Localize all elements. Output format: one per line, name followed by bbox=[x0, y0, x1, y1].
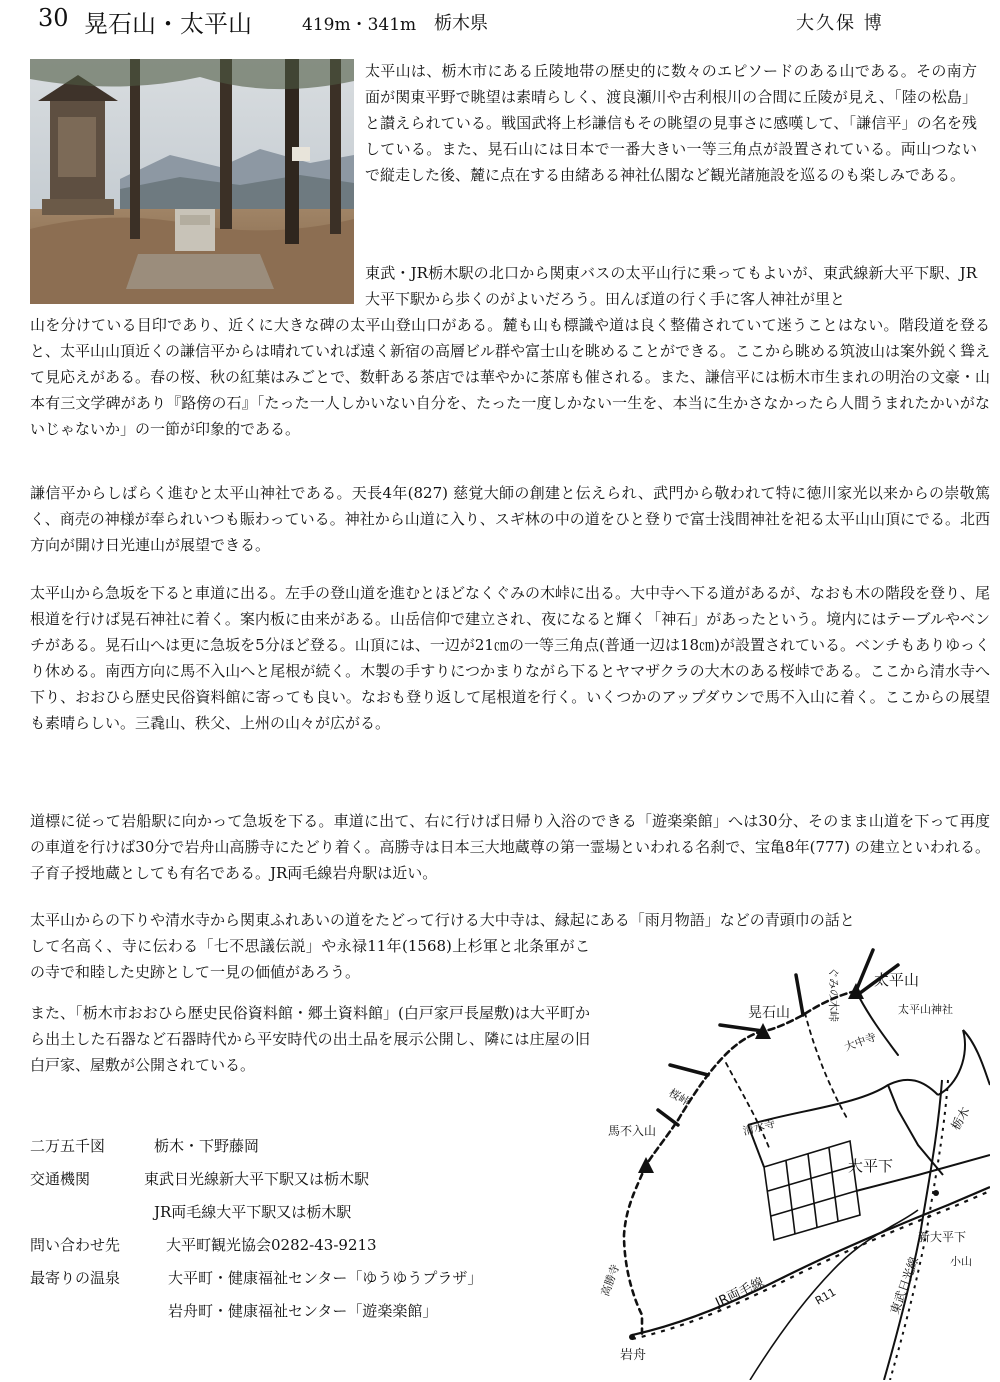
summit-photo bbox=[30, 59, 354, 304]
town-grid bbox=[764, 1141, 860, 1240]
info-value-transport-1: 東武日光線新大平下駅又は栃木駅 bbox=[144, 1170, 370, 1188]
paragraph-daichuji-start: 太平山からの下りや清水寺から関東ふれあいの道をたどって行ける大中寺は、縁起にある「雨月物語」などの青頭巾の話と bbox=[30, 911, 855, 929]
label-koyama: 小山 bbox=[950, 1255, 972, 1268]
label-tobu-line: 東武日光線 bbox=[887, 1254, 922, 1317]
paragraph-access-start: 東武・JR栃木駅の北口から関東バスの太平山行に乗ってもよいが、東武線新大平下駅、JR大平下駅から歩くのがよいだろう。田んぼ道の行く手に客人神社が里と bbox=[365, 264, 977, 308]
info-value-contact: 大平町観光協会0282-43-9213 bbox=[166, 1236, 377, 1254]
paragraph-museum: また、「栃木市おおひら歴史民俗資料館・郷土資料館」(白戸家戸長屋敷)は大平町から出土した石器など石器時代から平安時代の出土品を展示公開し、隣には庄屋の旧白戸家、屋敷が公開されている。 bbox=[30, 1004, 590, 1074]
label-kosho: 高勝寺 bbox=[598, 1262, 623, 1299]
page-header bbox=[0, 0, 1000, 40]
label-taiheisan: 太平山 bbox=[874, 971, 920, 989]
paragraph-descent: 道標に従って岩船駅に向かって急坂を下る。車道に出て、右に行けば日帰り入浴のできる「遊楽楽館」へは30分、そのまま山道を下って再度の車道を行けば30分で岩舟山高勝寺にたどり着く。高勝寺は日本三大地蔵尊の第一霊場といわれる名刹で、宝亀8年(777) の建立といわれる。子育子授地蔵としても有名である。JR両毛線岩舟駅は近い。 bbox=[30, 812, 990, 882]
label-r11: R11 bbox=[813, 1285, 839, 1308]
info-value-onsen-2: 岩舟町・健康福祉センター「遊楽楽館」 bbox=[168, 1302, 438, 1320]
paragraph-access-cont: 山を分けている目印であり、近くに大きな碑の太平山登山口がある。麓も山も標識や道は良く整備されていて迷うことはない。階段道を登ると、太平山山頂近くの謙信平からは晴れていれば遠く新宿の高層ビル群や富士山を眺めることができる。ここから眺める筑波山は案外鋭く聳えて見応えがある。春の桜、秋の紅葉はみごとで、数軒ある茶店では華やかに茶席も催される。また、謙信平には栃木市生まれの明治の文豪・山本有三文学碑があり『路傍の石』「たった一人しかいない自分を、たった一度しかない一生を、本当に生かさなかったら人間うまれたかいがないじゃないか」の一節が印象的である。 bbox=[30, 316, 991, 438]
route-map bbox=[598, 935, 990, 1380]
info-value-map: 栃木・下野藤岡 bbox=[154, 1137, 260, 1155]
page-title: 晃石山・太平山 bbox=[84, 10, 252, 38]
label-akaishi: 晃石山 bbox=[748, 1005, 790, 1021]
info-value-transport-2: JR両毛線大平下駅又は栃木駅 bbox=[154, 1203, 352, 1221]
label-daichuji: 大中寺 bbox=[842, 1030, 879, 1054]
label-tochigi: 栃木 bbox=[948, 1104, 973, 1133]
author-name: 大久保 博 bbox=[796, 13, 884, 34]
station-iwafune-marker bbox=[629, 1334, 635, 1340]
paragraph-shrine: 謙信平からしばらく進むと太平山神社である。天長4年(827) 慈覚大師の創建と伝えられ、武門から敬われて特に徳川家光以来からの崇敬篤く、商売の神様が奉られいつも賑わっている。神社から山道に入り、スギ林の中の道をひと登りで富士浅間神社を祀る太平山山頂にでる。北西方向が開け日光連山が展望できる。 bbox=[30, 484, 990, 554]
label-jr-line: JR両毛線 bbox=[713, 1275, 767, 1311]
info-label-onsen: 最寄りの温泉 bbox=[30, 1269, 121, 1287]
course-number: 30 bbox=[38, 4, 69, 32]
info-label-map: 二万五千図 bbox=[30, 1137, 106, 1155]
prefecture: 栃木県 bbox=[434, 13, 488, 34]
label-iwafune: 岩舟 bbox=[620, 1348, 647, 1363]
paragraph-intro: 太平山は、栃木市にある丘陵地帯の歴史的に数々のエピソードのある山である。その南方面が関東平野で眺望は素晴らしく、渡良瀬川や古利根川の合間に丘陵が見え、「陸の松島」と讃えられている。戦国武将上杉謙信もその眺望の見事さに感嘆して、「謙信平」の名を残している。また、晃石山には日本で一番大きい一等三角点が設置されている。両山つないで縦走した後、麓に点在する由緒ある神社仏閣など観光諸施設を巡るのも楽しみである。 bbox=[365, 62, 977, 184]
label-shimizu: 清水寺 bbox=[741, 1116, 777, 1138]
info-label-transport: 交通機関 bbox=[30, 1170, 91, 1188]
peak-mairazu bbox=[638, 1157, 654, 1173]
label-shin-ohirashita: 新大平下 bbox=[918, 1230, 967, 1244]
paragraph-ridge: 太平山から急坂を下ると車道に出る。左手の登山道を進むとほどなくぐみの木峠に出る。大中寺へ下る道があるが、なおも木の階段を登り、尾根道を行けば晃石神社に着く。案内板に由来がある。山岳信仰で建立され、夜になると輝く「神石」があったという。境内にはテーブルやベンチがある。晃石山へは更に急坂を5分ほど登る。山頂には、一辺が21㎝の一等三角点(普通一辺は18㎝)が設置されている。ベンチもありゆっくり休める。南西方向に馬不入山へと尾根が続く。木製の手すりにつかまりながら下るとヤマザクラの大木のある桜峠である。ここから清水寺へ下り、おおひら歴史民俗資料館に寄っても良い。なおも登り返して尾根道を行く。いくつかのアップダウンで馬不入山に着く。ここからの展望も素晴らしい。三毳山、秩父、上州の山々が広がる。 bbox=[30, 584, 991, 732]
label-taiheisan-shrine: 太平山神社 bbox=[898, 1003, 953, 1016]
jr-line bbox=[632, 1187, 990, 1339]
info-value-onsen-1: 大平町・健康福祉センター「ゆうゆうプラザ」 bbox=[168, 1269, 483, 1287]
altitude: 419m・341m bbox=[302, 15, 417, 35]
label-mairazu: 馬不入山 bbox=[608, 1124, 657, 1138]
info-label-contact: 問い合わせ先 bbox=[30, 1236, 121, 1254]
label-sakura: 桜峠 bbox=[666, 1086, 693, 1109]
label-ohirashita: 大平下 bbox=[848, 1157, 894, 1175]
label-guminoki: ぐみの木峠 bbox=[827, 967, 840, 1022]
paragraph-daichuji-cont: して名高く、寺に伝わる「七不思議伝説」や永禄11年(1568)上杉軍と北条軍がこの寺で和睦した史跡として一見の価値があろう。 bbox=[30, 937, 590, 981]
station-ohirashita-marker bbox=[933, 1190, 939, 1196]
